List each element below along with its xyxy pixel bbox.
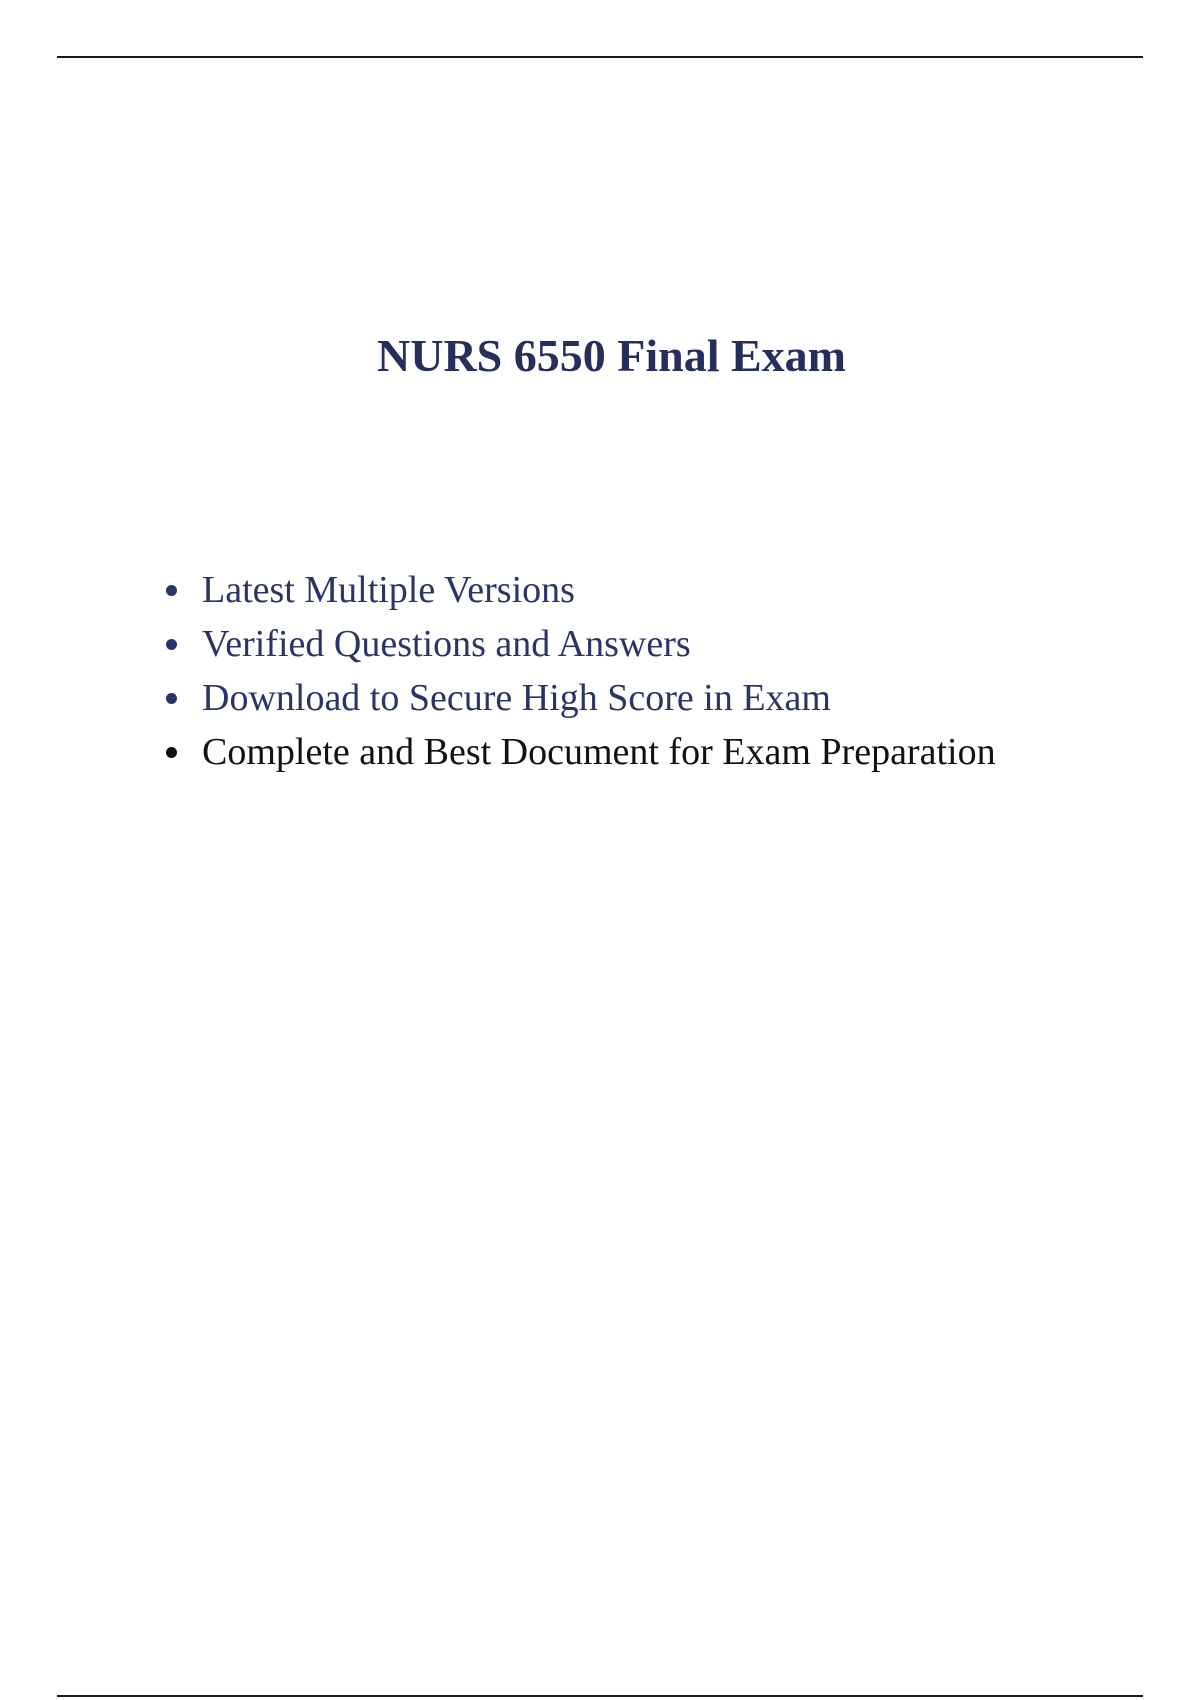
- feature-list: [160, 563, 996, 779]
- list-item-text: Complete and Best Document for Exam Preparation: [202, 731, 996, 773]
- list-item-text: Verified Questions and Answers: [202, 623, 691, 665]
- list-item: [160, 671, 996, 725]
- list-item: [160, 617, 996, 671]
- bullet-icon: [166, 639, 177, 650]
- list-item-text: Download to Secure High Score in Exam: [202, 677, 831, 719]
- bullet-icon: [166, 585, 177, 596]
- list-item: [160, 725, 996, 779]
- top-rule: [57, 56, 1143, 58]
- document-title: NURS 6550 Final Exam: [377, 330, 846, 381]
- list-item-text: Latest Multiple Versions: [202, 569, 575, 611]
- list-item: [160, 563, 996, 617]
- bullet-icon: [166, 693, 177, 704]
- bullet-icon: [166, 747, 177, 758]
- bottom-rule: [57, 1695, 1143, 1697]
